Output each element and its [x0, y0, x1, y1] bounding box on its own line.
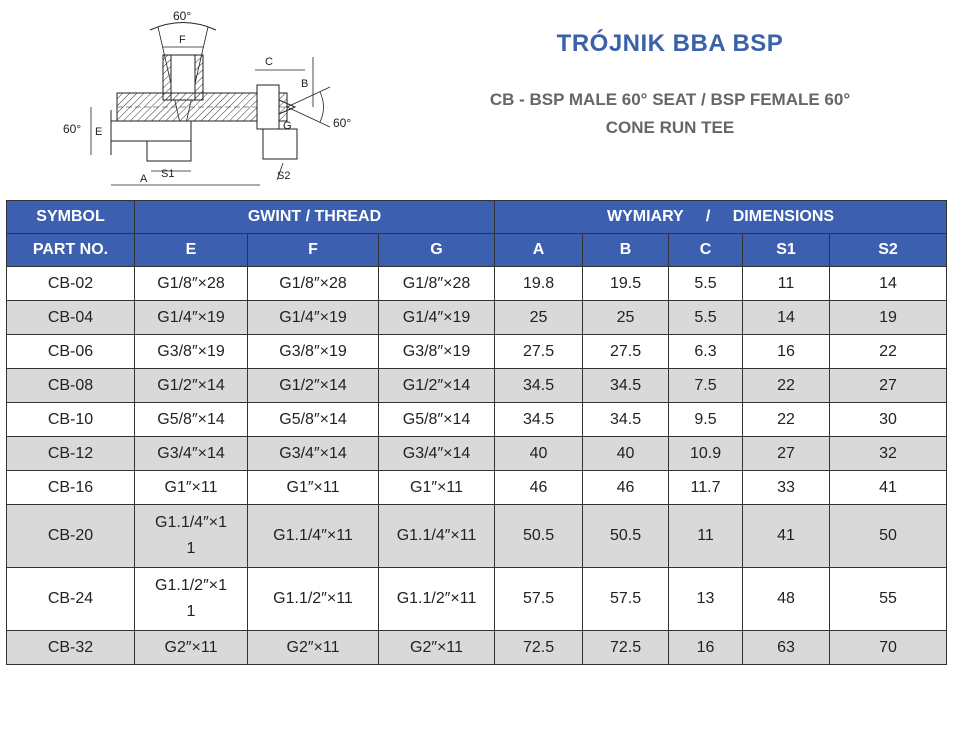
dim-b-label: B: [301, 78, 309, 90]
cell-s1: 16: [743, 335, 830, 369]
cell-f: G1″×11: [248, 471, 379, 505]
cell-b: 27.5: [583, 335, 669, 369]
cell-a: 46: [495, 471, 583, 505]
angle-left-label: 60°: [63, 122, 82, 136]
cell-c: 5.5: [669, 301, 743, 335]
col-header-g: G: [379, 234, 495, 267]
table-row: [7, 471, 947, 505]
table-row: [7, 403, 947, 437]
cell-b: 72.5: [583, 631, 669, 665]
cell-g: G5/8″×14: [379, 403, 495, 437]
cell-e: G5/8″×14: [135, 403, 248, 437]
cell-s1: 22: [743, 369, 830, 403]
cell-e-line2: 1: [186, 540, 196, 557]
cell-s1: 14: [743, 301, 830, 335]
table-row: [7, 631, 947, 665]
cell-s1: 41: [743, 505, 830, 568]
cell-s2: 19: [830, 301, 947, 335]
cell-g: G3/4″×14: [379, 437, 495, 471]
cell-f: G1/2″×14: [248, 369, 379, 403]
cell-e-line1: G1.1/2″×1: [155, 577, 227, 594]
dim-c-label: C: [265, 56, 273, 68]
cell-e: G3/4″×14: [135, 437, 248, 471]
cell-b: 34.5: [583, 403, 669, 437]
cell-f: G1.1/2″×11: [248, 568, 379, 631]
table-row: [7, 335, 947, 369]
col-header-c: C: [669, 234, 743, 267]
cell-s2: 41: [830, 471, 947, 505]
cell-f: G2″×11: [248, 631, 379, 665]
dim-s1-label: S1: [161, 168, 175, 180]
cell-a: 72.5: [495, 631, 583, 665]
cell-g: G1″×11: [379, 471, 495, 505]
cell-b: 25: [583, 301, 669, 335]
dimensions-header: WYMIARY / DIMENSIONS: [495, 201, 947, 234]
cell-part: CB-02: [7, 267, 135, 301]
cell-e: G1/4″×19: [135, 301, 248, 335]
part-no-header: PART NO.: [7, 234, 135, 267]
cell-f: G3/8″×19: [248, 335, 379, 369]
table-row: [7, 369, 947, 403]
symbol-header: SYMBOL: [7, 201, 135, 234]
cell-s1: 48: [743, 568, 830, 631]
table-row: [7, 568, 947, 631]
cell-s2: 30: [830, 403, 947, 437]
cell-f: G5/8″×14: [248, 403, 379, 437]
col-header-s2: S2: [830, 234, 947, 267]
cell-e: G1/8″×28: [135, 267, 248, 301]
cell-a: 50.5: [495, 505, 583, 568]
cell-c: 7.5: [669, 369, 743, 403]
cell-part: CB-16: [7, 471, 135, 505]
cell-s2: 50: [830, 505, 947, 568]
cell-c: 9.5: [669, 403, 743, 437]
col-header-f: F: [248, 234, 379, 267]
table-row: [7, 437, 947, 471]
cell-a: 34.5: [495, 403, 583, 437]
cell-e: G2″×11: [135, 631, 248, 665]
cell-part: CB-12: [7, 437, 135, 471]
cell-c: 5.5: [669, 267, 743, 301]
cell-c: 16: [669, 631, 743, 665]
cell-g: G1/4″×19: [379, 301, 495, 335]
cell-part: CB-08: [7, 369, 135, 403]
cell-part: CB-10: [7, 403, 135, 437]
cell-b: 50.5: [583, 505, 669, 568]
cell-f: G1.1/4″×11: [248, 505, 379, 568]
fitting-technical-drawing: [55, 5, 375, 190]
cell-g: G3/8″×19: [379, 335, 495, 369]
cell-s1: 27: [743, 437, 830, 471]
thread-header: GWINT / THREAD: [135, 201, 495, 234]
table-row: [7, 301, 947, 335]
cell-e: G1/2″×14: [135, 369, 248, 403]
cell-s2: 55: [830, 568, 947, 631]
cell-b: 57.5: [583, 568, 669, 631]
cell-a: 19.8: [495, 267, 583, 301]
subtitle-line-2: CONE RUN TEE: [605, 118, 735, 137]
cell-c: 13: [669, 568, 743, 631]
cell-b: 34.5: [583, 369, 669, 403]
cell-g: G1.1/4″×11: [379, 505, 495, 568]
table-row: [7, 267, 947, 301]
cell-g: G1.1/2″×11: [379, 568, 495, 631]
page-title: TRÓJNIK BBA BSP: [556, 30, 784, 57]
cell-s2: 22: [830, 335, 947, 369]
col-header-a: A: [495, 234, 583, 267]
cell-e: [135, 505, 248, 568]
subtitle-line-1: CB - BSP MALE 60° SEAT / BSP FEMALE 60°: [489, 90, 851, 109]
angle-top-label: 60°: [173, 9, 192, 23]
cell-e: [135, 568, 248, 631]
cell-e-line1: G1.1/4″×1: [155, 514, 227, 531]
cell-g: G2″×11: [379, 631, 495, 665]
cell-g: G1/8″×28: [379, 267, 495, 301]
cell-b: 40: [583, 437, 669, 471]
cell-part: CB-32: [7, 631, 135, 665]
dim-a-label: A: [140, 173, 148, 185]
dim-s2-label: S2: [277, 170, 291, 182]
cell-s1: 22: [743, 403, 830, 437]
col-header-s1: S1: [743, 234, 830, 267]
cell-c: 11.7: [669, 471, 743, 505]
page-subtitle: [440, 86, 900, 142]
cell-g: G1/2″×14: [379, 369, 495, 403]
col-header-e: E: [135, 234, 248, 267]
cell-part: CB-24: [7, 568, 135, 631]
cell-f: G1/4″×19: [248, 301, 379, 335]
dim-g-label: G: [283, 120, 292, 132]
cell-c: 6.3: [669, 335, 743, 369]
cell-f: G1/8″×28: [248, 267, 379, 301]
cell-s2: 70: [830, 631, 947, 665]
cell-s2: 32: [830, 437, 947, 471]
cell-e-line2: 1: [186, 603, 196, 620]
cell-f: G3/4″×14: [248, 437, 379, 471]
cell-a: 27.5: [495, 335, 583, 369]
dim-f-label: F: [179, 34, 186, 46]
col-header-b: B: [583, 234, 669, 267]
table-row: [7, 505, 947, 568]
cell-s1: 33: [743, 471, 830, 505]
cell-b: 19.5: [583, 267, 669, 301]
cell-a: 57.5: [495, 568, 583, 631]
cell-c: 11: [669, 505, 743, 568]
cell-part: CB-20: [7, 505, 135, 568]
cell-e: G1″×11: [135, 471, 248, 505]
cell-part: CB-06: [7, 335, 135, 369]
cell-a: 25: [495, 301, 583, 335]
cell-a: 34.5: [495, 369, 583, 403]
cell-s2: 14: [830, 267, 947, 301]
dimensions-table: [6, 200, 947, 665]
cell-part: CB-04: [7, 301, 135, 335]
cell-s1: 11: [743, 267, 830, 301]
cell-s1: 63: [743, 631, 830, 665]
dim-e-label: E: [95, 126, 103, 138]
cell-e: G3/8″×19: [135, 335, 248, 369]
cell-b: 46: [583, 471, 669, 505]
cell-s2: 27: [830, 369, 947, 403]
cell-c: 10.9: [669, 437, 743, 471]
cell-a: 40: [495, 437, 583, 471]
angle-right-label: 60°: [333, 116, 352, 130]
